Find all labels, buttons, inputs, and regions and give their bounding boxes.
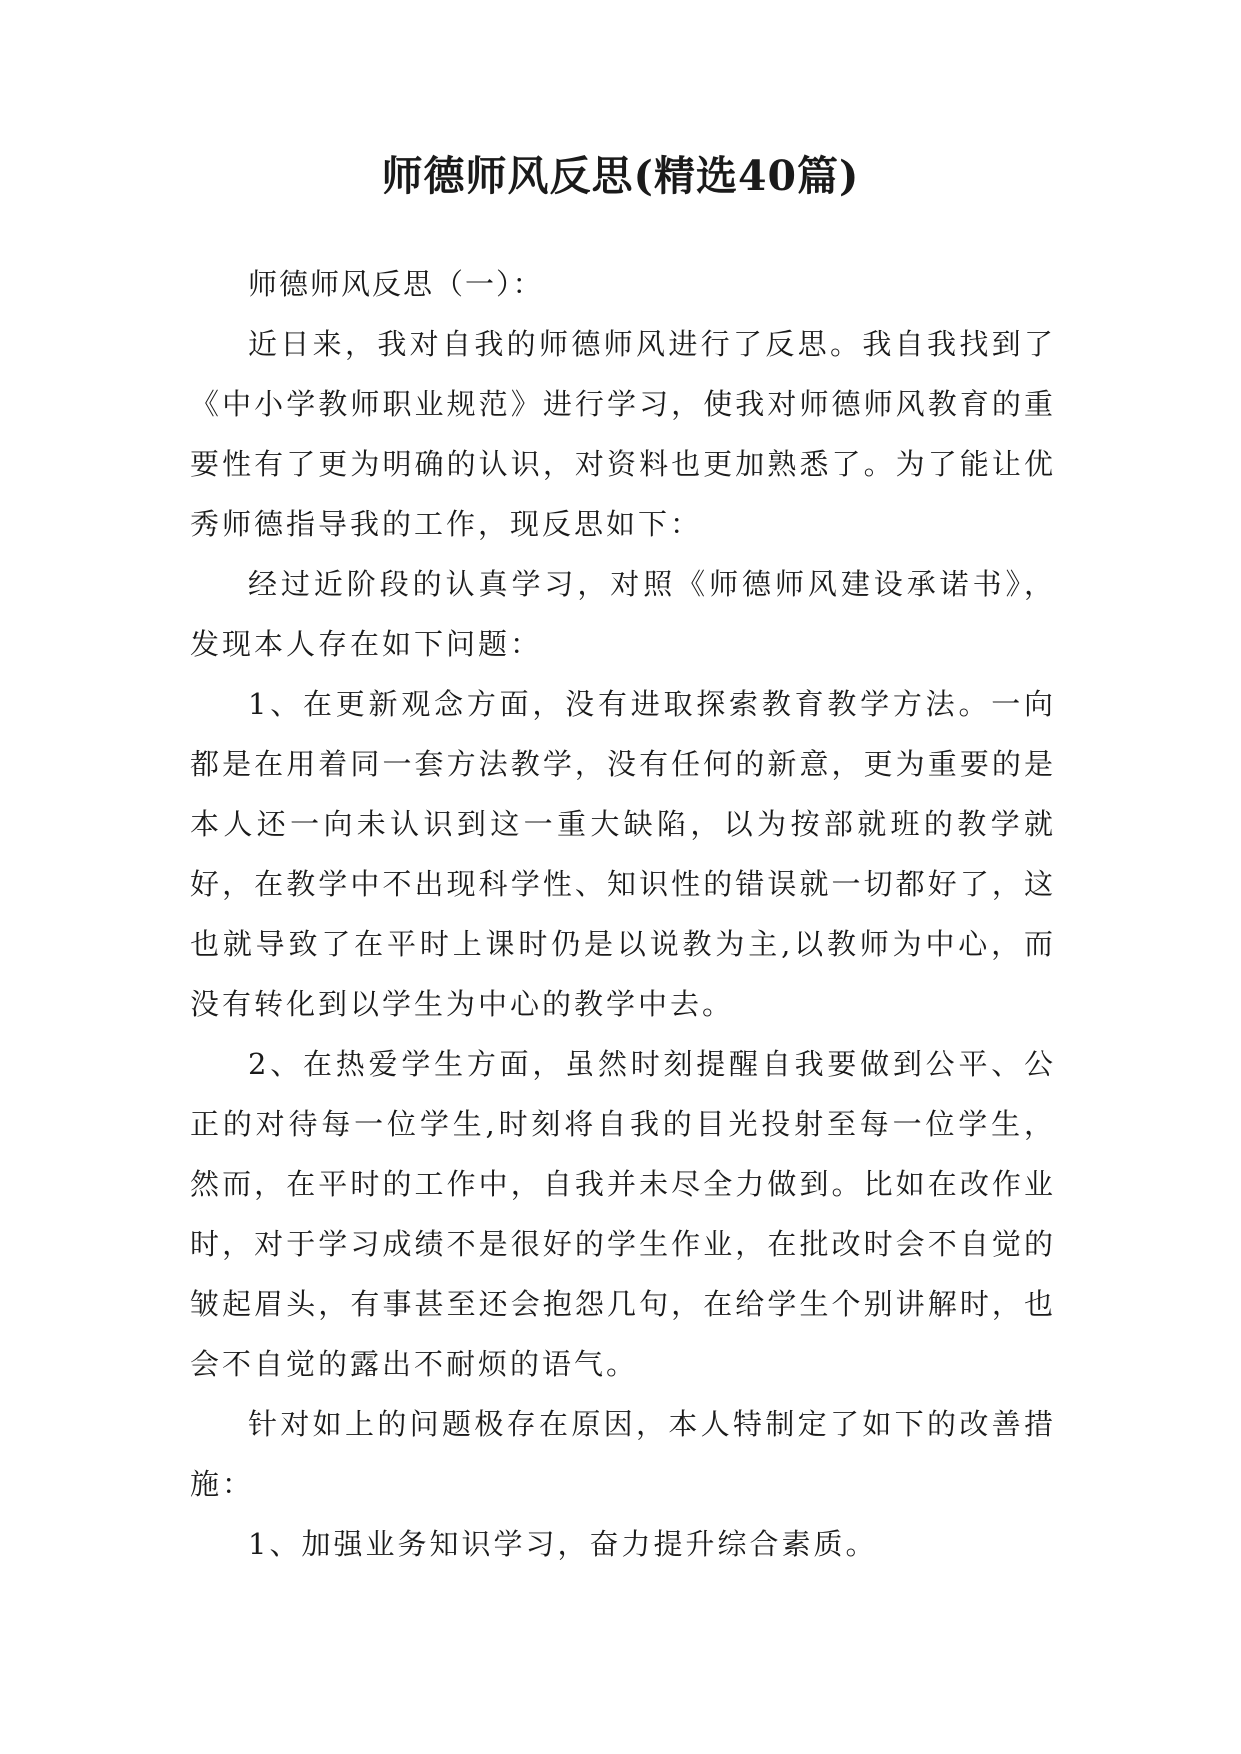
paragraph-measures-intro: 针对如上的问题极存在原因，本人特制定了如下的改善措施： [190, 1407, 1056, 1501]
paragraph-measure-1: 1、加强业务知识学习，奋力提升综合素质。 [248, 1527, 878, 1561]
document-body [190, 254, 1056, 1574]
document-title: 师德师风反思(精选40篇) [381, 152, 860, 200]
paragraph-problem-1: 1、在更新观念方面，没有进取探索教育教学方法。一向都是在用着同一套方法教学，没有任何的新意，更为重要的是本人还一向未认识到这一重大缺陷，以为按部就班的教学就好，在教学中不出现科学性、知识性的错误就一切都好了，这也就导致了在平时上课时仍是以说教为主,以教师为中心，而没有转化到以学生为中心的教学中去。 [190, 687, 1056, 1021]
section-heading: 师德师风反思（一）： [248, 267, 544, 301]
paragraph-intro: 近日来，我对自我的师德师风进行了反思。我自我找到了《中小学教师职业规范》进行学习，使我对师德师风教育的重要性有了更为明确的认识，对资料也更加熟悉了。为了能让优秀师德指导我的工作，现反思如下： [190, 327, 1056, 541]
paragraph-problems-intro: 经过近阶段的认真学习，对照《师德师风建设承诺书》，发现本人存在如下问题： [190, 567, 1056, 661]
paragraph-problem-2: 2、在热爱学生方面，虽然时刻提醒自我要做到公平、公正的对待每一位学生,时刻将自我的目光投射至每一位学生，然而，在平时的工作中，自我并未尽全力做到。比如在改作业时，对于学习成绩不是很好的学生作业，在批改时会不自觉的皱起眉头，有事甚至还会抱怨几句，在给学生个别讲解时，也会不自觉的露出不耐烦的语气。 [190, 1047, 1056, 1381]
